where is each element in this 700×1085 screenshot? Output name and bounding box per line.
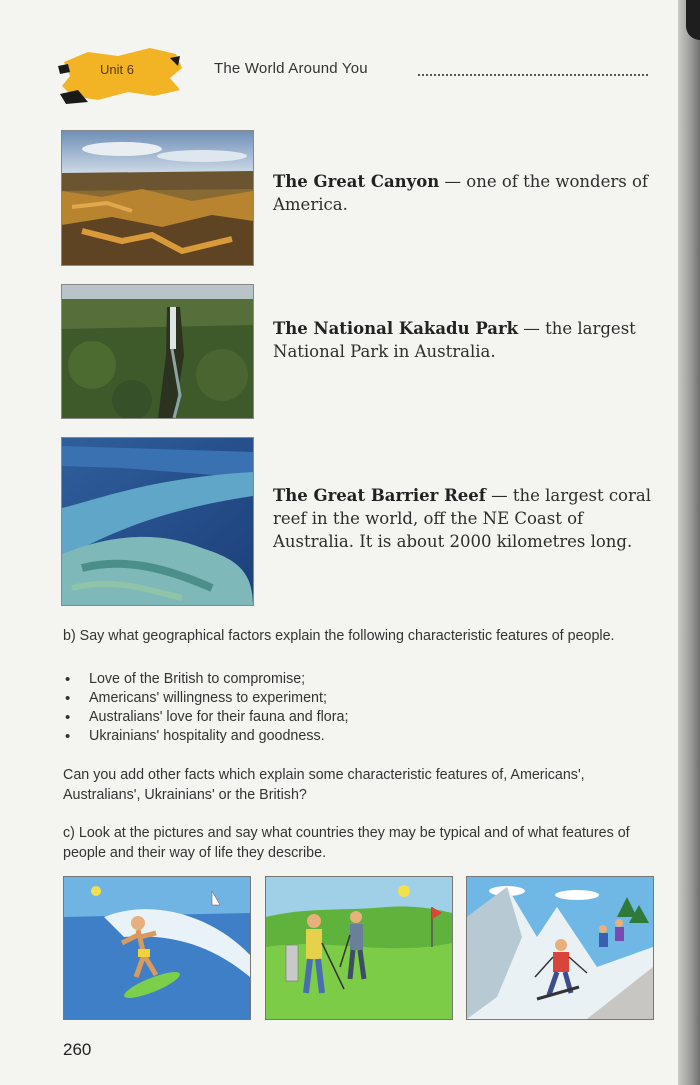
caption-great-canyon: [273, 170, 653, 216]
caption-great-barrier-reef: [273, 484, 653, 553]
task-b-follow-up: Can you add other facts which explain some characteristic features of, Americans', Australians', Ukrainians' or the British?: [63, 767, 585, 803]
bullet-item: • Australians' love for their fauna and flora;: [63, 708, 623, 727]
place-description: — the largest coral reef in the world, off the NE Coast of Australia. It is about 2000 kilometres long.: [273, 486, 651, 551]
task-c-text: c) Look at the pictures and say what countries they may be typical and of what features of people and their way of life they describe.: [63, 825, 630, 861]
great-barrier-reef-photo: [61, 437, 254, 606]
binding-shadow: [686, 0, 700, 40]
dotted-leader: [418, 74, 648, 76]
bullet-item: • Ukrainians' hospitality and goodness.: [63, 727, 623, 746]
page-number: 260: [63, 1040, 92, 1059]
golfers-illustration: [265, 876, 453, 1020]
place-name: The Great Barrier Reef: [273, 486, 486, 505]
task-b-bullets: [63, 670, 623, 746]
surfer-illustration: [63, 876, 251, 1020]
place-name: The National Kakadu Park: [273, 319, 519, 338]
place-description: — one of the wonders of America.: [273, 172, 649, 214]
task-b-intro: b) Say what geographical factors explain the following characteristic features of people.: [63, 628, 615, 644]
place-description: — the largest National Park in Australia.: [273, 319, 636, 361]
book-spine-edge: [678, 0, 700, 1085]
unit-label: Unit 6: [100, 62, 134, 77]
skiers-illustration: [466, 876, 654, 1020]
bullet-item: • Americans' willingness to experiment;: [63, 689, 623, 708]
chapter-title: The World Around You: [214, 60, 368, 77]
kakadu-park-photo: [61, 284, 254, 419]
grand-canyon-photo: [61, 130, 254, 266]
bullet-item: • Love of the British to compromise;: [63, 670, 623, 689]
caption-kakadu-park: [273, 317, 653, 363]
place-name: The Great Canyon: [273, 172, 440, 191]
